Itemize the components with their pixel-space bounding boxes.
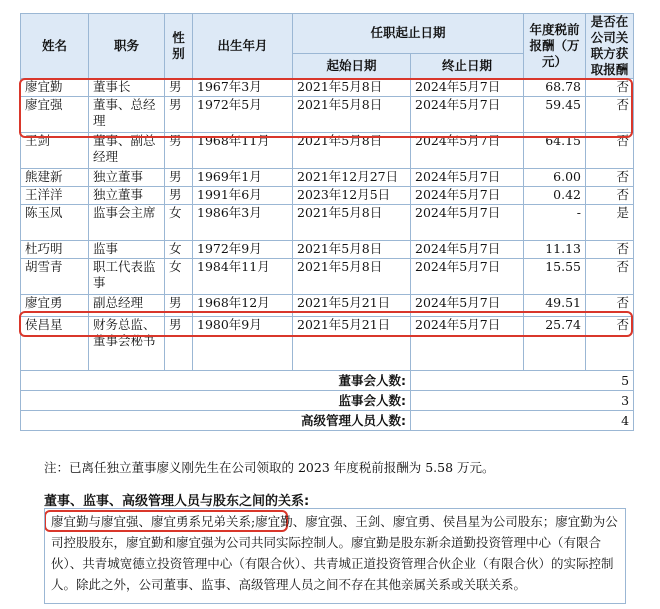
cell-gender: 男 bbox=[165, 169, 193, 187]
cell-start: 2021年5月8日 bbox=[293, 205, 411, 241]
cell-position: 职工代表监事 bbox=[89, 259, 165, 295]
cell-birth: 1967年3月 bbox=[193, 79, 293, 97]
cell-name: 廖宜勤 bbox=[21, 79, 89, 97]
cell-start: 2021年5月8日 bbox=[293, 79, 411, 97]
header-birth: 出生年月 bbox=[193, 14, 293, 79]
cell-related: 否 bbox=[586, 187, 634, 205]
cell-salary: 59.45 bbox=[524, 97, 586, 133]
summary-label: 高级管理人员人数: bbox=[21, 411, 411, 431]
cell-gender: 男 bbox=[165, 79, 193, 97]
relations-text: 廖宜勤、廖宜强、王剑、廖宜勇、侯昌星为公司股东；廖宜勤为公司控股股东，廖宜勤和廖宜强为公司共同实际控制人。廖宜勤是股东新余道勤投资管理中心（有限合伙）、共青城宽德立投资管理中心（有限合伙）、共青城正道投资管理合伙企业（有限合伙）的实际控制人。除此之外，公司董事、监事、高级管理人员之间不存在其他亲属关系或关联关系。 bbox=[51, 514, 618, 592]
cell-related: 否 bbox=[586, 241, 634, 259]
cell-birth: 1972年5月 bbox=[193, 97, 293, 133]
cell-salary: 25.74 bbox=[524, 317, 586, 371]
cell-salary: 64.15 bbox=[524, 133, 586, 169]
cell-related: 否 bbox=[586, 317, 634, 371]
cell-end: 2024年5月7日 bbox=[411, 317, 524, 371]
cell-start: 2021年12月27日 bbox=[293, 169, 411, 187]
cell-salary: 49.51 bbox=[524, 295, 586, 317]
cell-gender: 女 bbox=[165, 205, 193, 241]
cell-name: 胡雪青 bbox=[21, 259, 89, 295]
summary-value: 4 bbox=[411, 411, 634, 431]
cell-birth: 1968年12月 bbox=[193, 295, 293, 317]
cell-name: 侯昌星 bbox=[21, 317, 89, 371]
cell-related: 否 bbox=[586, 133, 634, 169]
table-row bbox=[21, 205, 634, 241]
cell-position: 独立董事 bbox=[89, 169, 165, 187]
header-start: 起始日期 bbox=[293, 53, 411, 78]
cell-position: 董事、副总经理 bbox=[89, 133, 165, 169]
cell-birth: 1991年6月 bbox=[193, 187, 293, 205]
cell-end: 2024年5月7日 bbox=[411, 97, 524, 133]
relations-title: 董事、监事、高级管理人员与股东之间的关系: bbox=[44, 494, 310, 509]
summary-label: 董事会人数: bbox=[21, 371, 411, 391]
cell-end: 2024年5月7日 bbox=[411, 169, 524, 187]
cell-salary: 0.42 bbox=[524, 187, 586, 205]
cell-start: 2023年12月5日 bbox=[293, 187, 411, 205]
header-position: 职务 bbox=[89, 14, 165, 79]
summary-value: 3 bbox=[411, 391, 634, 411]
cell-gender: 男 bbox=[165, 295, 193, 317]
header-end: 终止日期 bbox=[411, 53, 524, 78]
cell-salary: 68.78 bbox=[524, 79, 586, 97]
cell-start: 2021年5月8日 bbox=[293, 97, 411, 133]
table-row bbox=[21, 187, 634, 205]
cell-position: 副总经理 bbox=[89, 295, 165, 317]
cell-end: 2024年5月7日 bbox=[411, 133, 524, 169]
cell-birth: 1969年1月 bbox=[193, 169, 293, 187]
summary-value: 5 bbox=[411, 371, 634, 391]
cell-name: 王洋洋 bbox=[21, 187, 89, 205]
header-gender: 性别 bbox=[165, 14, 193, 79]
summary-label: 监事会人数: bbox=[21, 391, 411, 411]
cell-position: 财务总监、董事会秘书 bbox=[89, 317, 165, 371]
cell-position: 监事会主席 bbox=[89, 205, 165, 241]
table-row bbox=[21, 169, 634, 187]
cell-name: 廖宜强 bbox=[21, 97, 89, 133]
cell-end: 2024年5月7日 bbox=[411, 187, 524, 205]
cell-name: 杜巧明 bbox=[21, 241, 89, 259]
cell-related: 否 bbox=[586, 169, 634, 187]
cell-salary: 15.55 bbox=[524, 259, 586, 295]
cell-birth: 1980年9月 bbox=[193, 317, 293, 371]
cell-end: 2024年5月7日 bbox=[411, 79, 524, 97]
cell-related: 是 bbox=[586, 205, 634, 241]
header-term: 任职起止日期 bbox=[293, 14, 524, 54]
header-name: 姓名 bbox=[21, 14, 89, 79]
cell-end: 2024年5月7日 bbox=[411, 259, 524, 295]
highlight-box-brothers-rows bbox=[19, 78, 633, 138]
summary-row bbox=[21, 371, 634, 391]
cell-end: 2024年5月7日 bbox=[411, 241, 524, 259]
cell-birth: 1986年3月 bbox=[193, 205, 293, 241]
cell-position: 独立董事 bbox=[89, 187, 165, 205]
cell-name: 廖宜勇 bbox=[21, 295, 89, 317]
personnel-table bbox=[20, 13, 634, 431]
header-salary: 年度税前报酬（万元） bbox=[524, 14, 586, 79]
header-related: 是否在公司关联方获取报酬 bbox=[586, 14, 634, 79]
cell-name: 熊建新 bbox=[21, 169, 89, 187]
cell-related: 否 bbox=[586, 79, 634, 97]
cell-salary: 11.13 bbox=[524, 241, 586, 259]
cell-related: 否 bbox=[586, 295, 634, 317]
summary-row bbox=[21, 411, 634, 431]
cell-related: 否 bbox=[586, 259, 634, 295]
cell-end: 2024年5月7日 bbox=[411, 295, 524, 317]
cell-position: 董事、总经理 bbox=[89, 97, 165, 133]
cell-name: 王剑 bbox=[21, 133, 89, 169]
cell-start: 2021年5月8日 bbox=[293, 133, 411, 169]
cell-gender: 女 bbox=[165, 259, 193, 295]
cell-start: 2021年5月8日 bbox=[293, 241, 411, 259]
relations-box bbox=[44, 508, 626, 604]
cell-name: 陈玉凤 bbox=[21, 205, 89, 241]
cell-start: 2021年5月21日 bbox=[293, 317, 411, 371]
cell-gender: 女 bbox=[165, 241, 193, 259]
table-row bbox=[21, 241, 634, 259]
cell-gender: 男 bbox=[165, 97, 193, 133]
cell-salary: 6.00 bbox=[524, 169, 586, 187]
cell-position: 董事长 bbox=[89, 79, 165, 97]
table-row bbox=[21, 259, 634, 295]
cell-gender: 男 bbox=[165, 317, 193, 371]
cell-start: 2021年5月8日 bbox=[293, 259, 411, 295]
cell-salary: - bbox=[524, 205, 586, 241]
cell-position: 监事 bbox=[89, 241, 165, 259]
cell-related: 否 bbox=[586, 97, 634, 133]
cell-birth: 1968年11月 bbox=[193, 133, 293, 169]
relations-highlight-text: 廖宜勤与廖宜强、廖宜勇系兄弟关系; bbox=[51, 514, 256, 529]
cell-birth: 1984年11月 bbox=[193, 259, 293, 295]
cell-start: 2021年5月21日 bbox=[293, 295, 411, 317]
cell-end: 2024年5月7日 bbox=[411, 205, 524, 241]
cell-gender: 男 bbox=[165, 133, 193, 169]
cell-birth: 1972年9月 bbox=[193, 241, 293, 259]
summary-row bbox=[21, 391, 634, 411]
footnote: 注：已离任独立董事廖义刚先生在公司领取的 2023 年度税前报酬为 5.58 万元。 bbox=[44, 460, 495, 475]
cell-gender: 男 bbox=[165, 187, 193, 205]
highlight-box-liao-yiyong-row bbox=[19, 311, 633, 337]
